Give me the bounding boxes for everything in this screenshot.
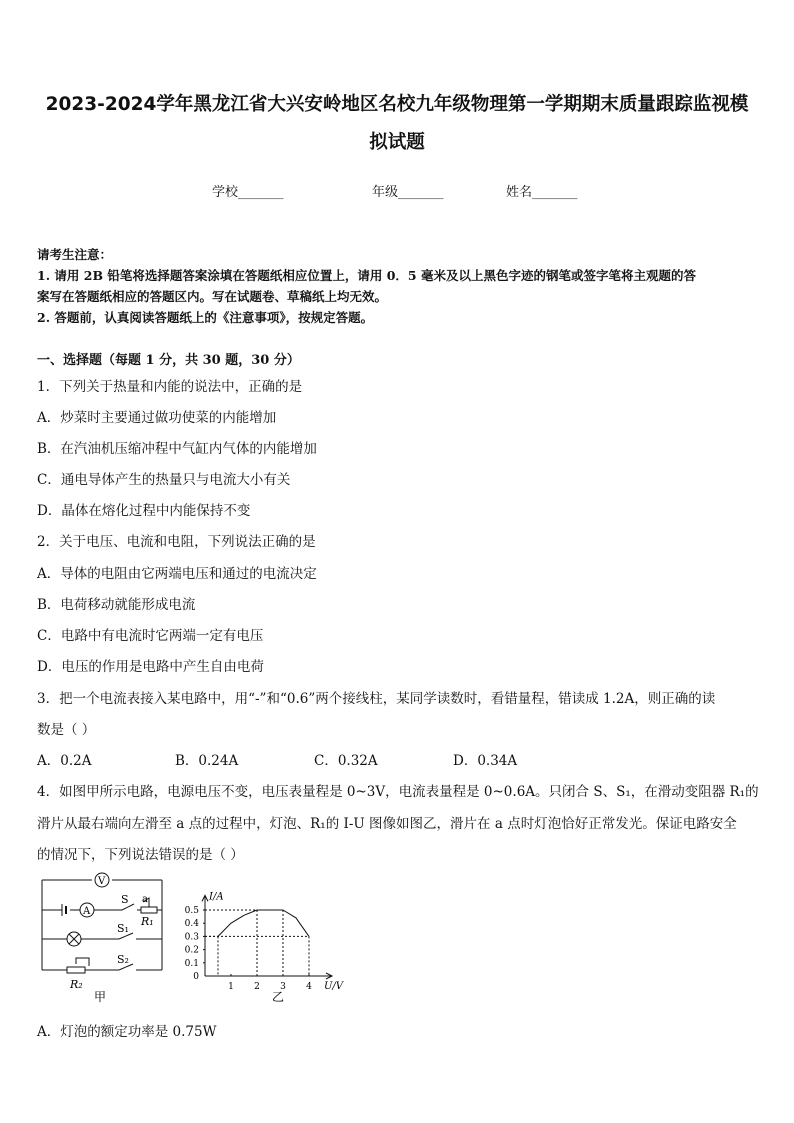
exam-title-line1: 2023-2024学年黑龙江省大兴安岭地区名校九年级物理第一学期期末质量跟踪监视模 (45, 94, 749, 115)
q3-option-d[interactable]: D．0.34A (453, 753, 518, 769)
x-axis-label: U/V (324, 981, 344, 992)
x-tick-label: 2 (254, 982, 260, 992)
q2-option-c[interactable]: C．电路中有电流时它两端一定有电压 (37, 628, 264, 644)
notice-item1b: 案写在答题纸相应的答题区内。写在试题卷、草稿纸上均无效。 (37, 289, 388, 304)
q2-stem: 2．关于电压、电流和电阻，下列说法正确的是 (37, 534, 316, 550)
q3-option-b[interactable]: B．0.24A (175, 753, 239, 769)
section-heading: 一、选择题（每题 1 分，共 30 题，30 分） (37, 353, 300, 368)
r1-label: R₁ (141, 915, 154, 928)
q4-figure (37, 872, 344, 1008)
y-tick-label: 0.1 (184, 958, 199, 969)
r2-label: R₂ (70, 978, 83, 991)
grade-field[interactable]: 年级_______ (372, 185, 444, 200)
notice-heading: 请考生注意： (37, 247, 113, 262)
q4-stem-line3: 的情况下，下列说法错误的是（ ） (37, 847, 244, 863)
y-tick-label: 0.5 (184, 906, 199, 916)
switch-s2-label: S₂ (117, 953, 129, 966)
q4-stem-line2: 滑片从最右端向左滑至 a 点的过程中，灯泡、R₁的 I-U 图像如图乙，滑片在 a 点时灯泡恰好正常发光。保证电路安全 (37, 816, 737, 832)
y-tick-label: 0 (193, 972, 199, 982)
name-field[interactable]: 姓名_______ (506, 185, 578, 200)
y-tick-label: 0.4 (184, 919, 199, 930)
lamp-icon (67, 932, 81, 946)
notice-item1a: 1. 请用 2B 铅笔将选择题答案涂填在答题纸相应位置上，请用 0．5 毫米及以上黑色字迹的钢笔或签字笔将主观题的答 (37, 268, 696, 283)
x-tick-label: 1 (228, 982, 234, 992)
q3-stem-line2: 数是（ ） (37, 722, 96, 738)
q2-option-a[interactable]: A．导体的电阻由它两端电压和通过的电流决定 (37, 566, 317, 582)
q3-option-a[interactable]: A．0.2A (37, 753, 92, 769)
caption-yi: 乙 (272, 990, 285, 1004)
exam-title-line2: 拟试题 (369, 132, 425, 153)
circuit-and-graph (37, 872, 344, 1004)
switch-s1-label: S₁ (117, 922, 129, 935)
y-tick-label: 0.2 (184, 945, 199, 956)
svg-text:V: V (98, 876, 106, 887)
voltmeter-icon (95, 873, 109, 887)
q2-option-b[interactable]: B．电荷移动就能形成电流 (37, 597, 196, 613)
y-tick-label: 0.3 (184, 932, 199, 943)
notice-item2: 2. 答题前，认真阅读答题纸上的《注意事项》，按规定答题。 (37, 310, 374, 325)
battery-icon (62, 904, 66, 916)
switch-s-label: S (121, 893, 129, 906)
svg-text:A: A (83, 906, 91, 917)
q4-stem-line1: 4．如图甲所示电路，电源电压不变，电压表量程是 0~3V，电流表量程是 0~0.6A。只闭合 S、S₁，在滑动变阻器 R₁的 (37, 784, 759, 800)
ammeter-icon (80, 903, 94, 917)
q3-option-c[interactable]: C．0.32A (314, 753, 378, 769)
iu-graph (185, 891, 345, 1004)
school-field[interactable]: 学校_______ (212, 185, 284, 200)
x-tick-label: 4 (306, 982, 312, 992)
q1-option-d[interactable]: D．晶体在熔化过程中内能保持不变 (37, 503, 251, 519)
q2-option-d[interactable]: D．电压的作用是电路中产生自由电荷 (37, 659, 264, 675)
series-fall (283, 910, 309, 936)
x-tick-label: 3 (280, 982, 286, 992)
series-rise (218, 910, 257, 936)
q3-stem-line1: 3．把一个电流表接入某电路中，用“-”和“0.6”两个接线柱，某同学读数时，看错量程，错读成 1.2A，则正确的读 (37, 691, 716, 707)
point-a-label: a (142, 894, 148, 905)
q1-option-c[interactable]: C．通电导体产生的热量只与电流大小有关 (37, 472, 291, 488)
caption-jia: 甲 (94, 990, 107, 1004)
y-axis-label: I/A (209, 891, 224, 903)
q1-option-b[interactable]: B．在汽油机压缩冲程中气缸内气体的内能增加 (37, 441, 317, 457)
q1-option-a[interactable]: A．炒菜时主要通过做功使菜的内能增加 (37, 410, 277, 426)
q4-option-a[interactable]: A．灯泡的额定功率是 0.75W (37, 1024, 217, 1040)
q1-stem: 1．下列关于热量和内能的说法中，正确的是 (37, 379, 303, 395)
